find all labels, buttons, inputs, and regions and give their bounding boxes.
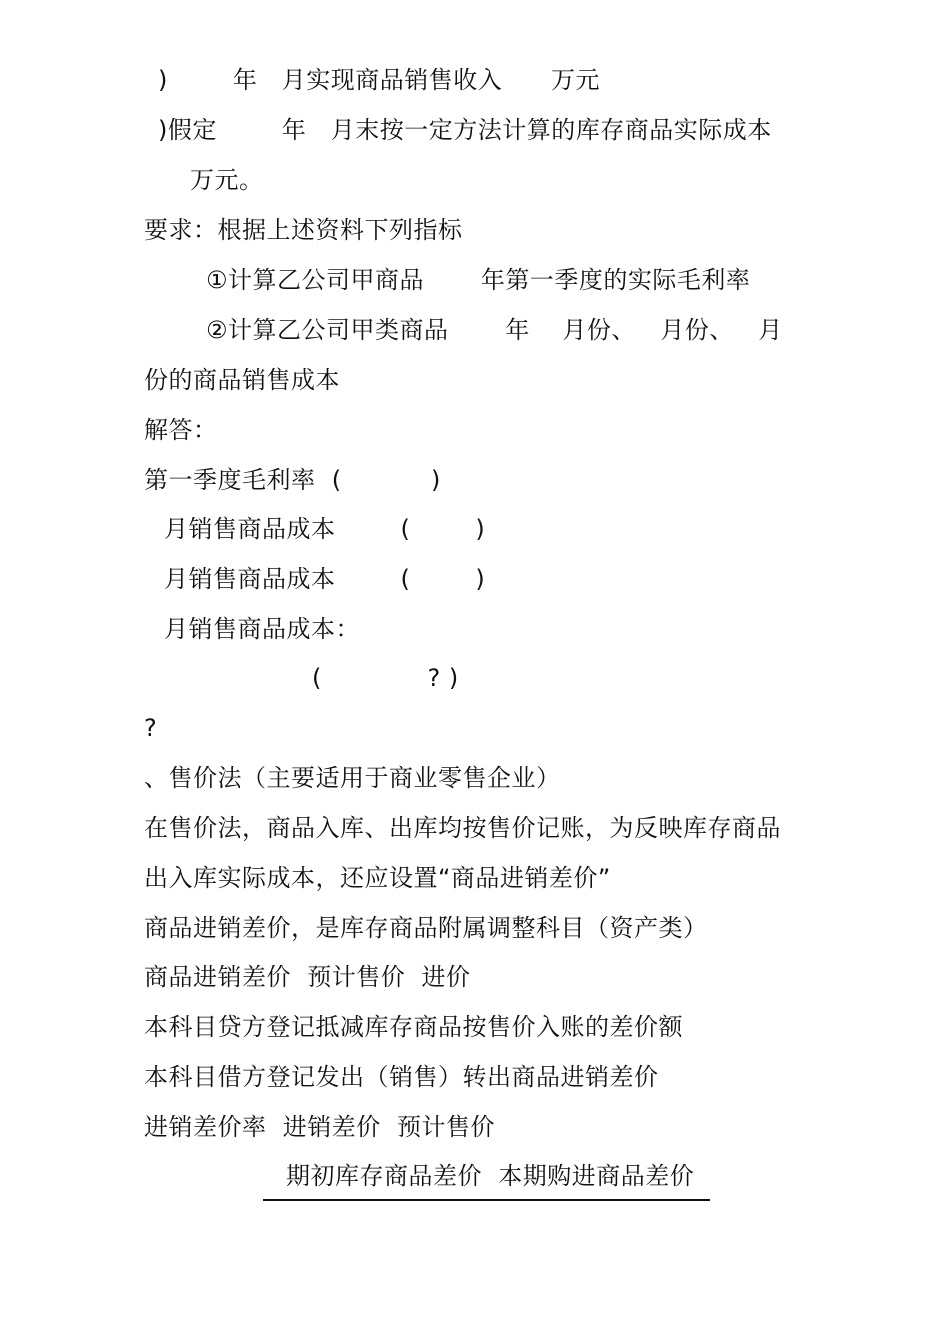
text-line-5: ①计算乙公司甲商品 年第一季度的实际毛利率 [206,266,751,294]
text-line-11: 月销售商品成本 ( ) [164,565,486,593]
text-line-1: ) 年 月实现商品销售收入 万元 [158,66,601,94]
text-line-19: 商品进销差价 预计售价 进价 [144,963,471,991]
text-line-18: 商品进销差价，是库存商品附属调整科目（资产类） [144,914,708,942]
text-line-15: 、售价法（主要适用于商业零售企业） [144,764,561,792]
text-line-10: 月销售商品成本 ( ) [164,515,486,543]
text-line-17: 出入库实际成本，还应设置“商品进销差价” [144,864,611,892]
text-line-8: 解答： [144,416,218,444]
text-line-16: 在售价法，商品入库、出库均按售价记账，为反映库存商品 [144,814,781,842]
text-line-12: 月销售商品成本： [164,615,360,643]
text-line-13: ( ? ) [312,664,459,692]
text-line-21: 本科目借方登记发出（销售）转出商品进销差价 [144,1063,659,1091]
text-line-4: 要求：根据上述资料下列指标 [144,216,463,244]
fraction-bar [263,1199,710,1201]
text-line-3: 万元。 [190,166,264,194]
text-line-20: 本科目贷方登记抵减库存商品按售价入账的差价额 [144,1013,683,1041]
text-line-7: 份的商品销售成本 [144,366,340,394]
text-line-22: 进销差价率 进销差价 预计售价 [144,1113,496,1141]
text-line-14: ? [144,714,158,742]
text-line-6: ②计算乙公司甲类商品 年 月份、 月份、 月 [206,316,783,344]
text-line-9: 第一季度毛利率 ( ) [144,466,441,494]
fraction-numerator: 期初库存商品差价 本期购进商品差价 [286,1162,695,1190]
text-line-2: )假定 年 月末按一定方法计算的库存商品实际成本 [158,116,772,144]
